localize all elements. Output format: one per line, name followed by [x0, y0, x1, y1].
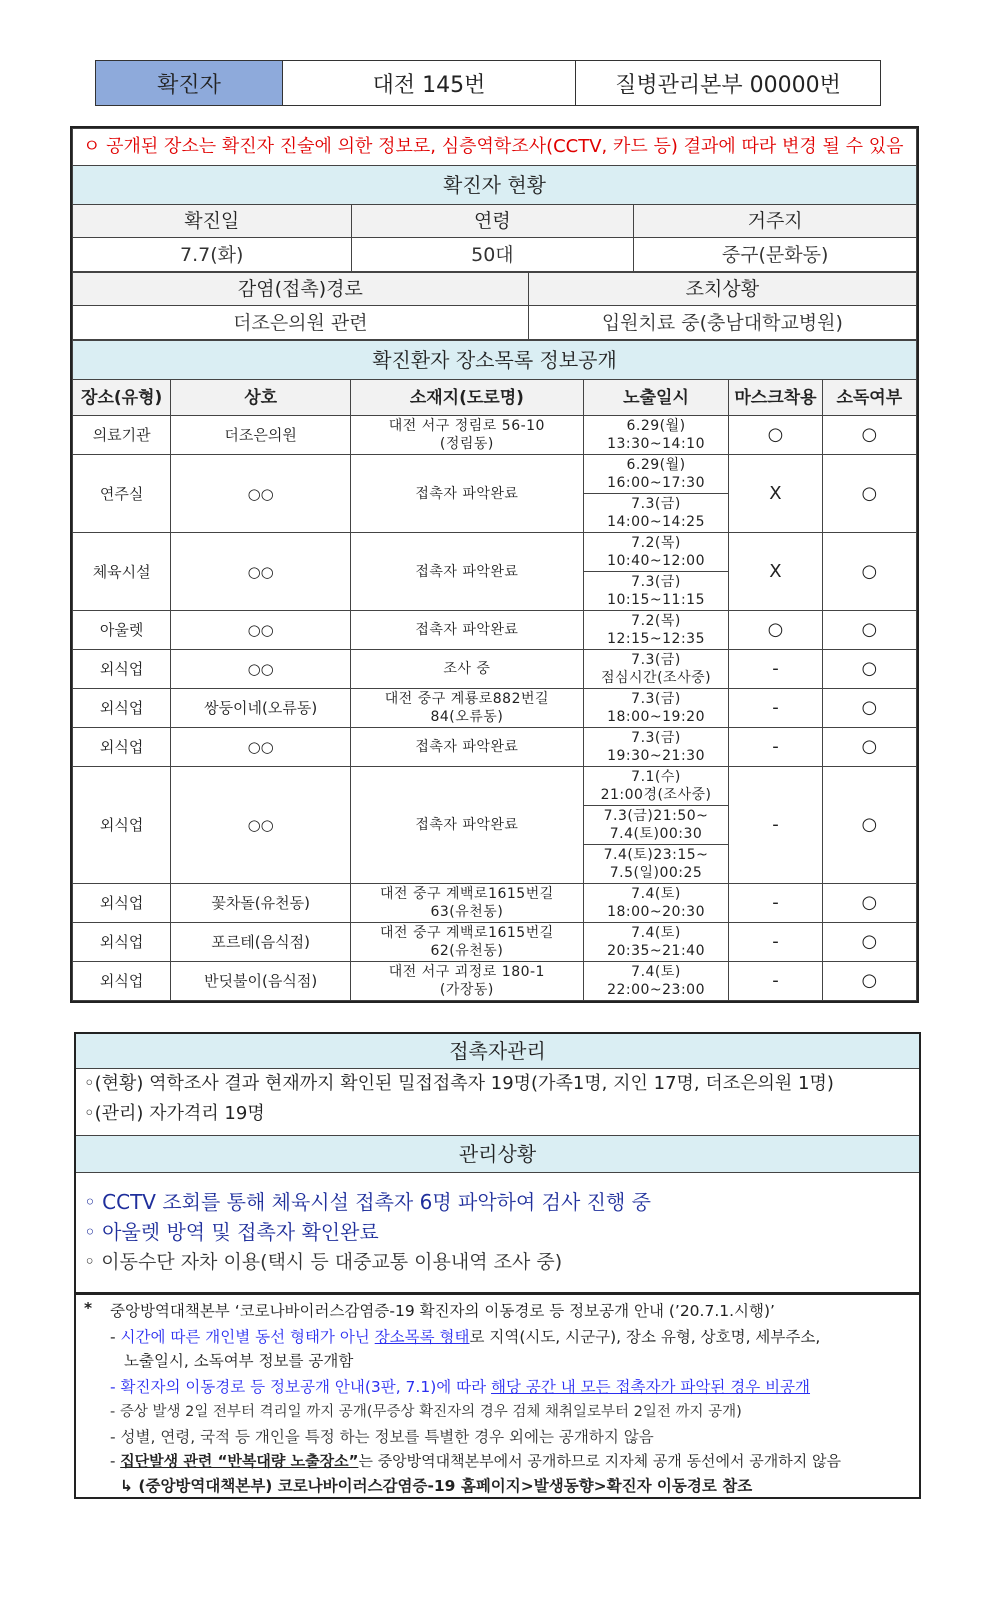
place-name: 더조은의원	[171, 416, 351, 455]
exposure-line: 7.3(금)	[631, 730, 681, 746]
exposure-time	[583, 884, 729, 923]
place-type: 의료기관	[73, 416, 171, 455]
exposure-line: 18:00~20:30	[607, 904, 705, 920]
table-row	[73, 728, 917, 767]
exposure-line: 7.3(금)	[631, 652, 681, 668]
place-address	[350, 455, 583, 533]
place-address	[350, 650, 583, 689]
address-line: 접촉자 파악완료	[415, 622, 519, 638]
exposure-line: 7.1(수)	[631, 769, 681, 785]
mask-status: -	[729, 767, 822, 884]
guide-line-3: - 증상 발생 2일 전부터 격리일 까지 공개(무증상 확진자의 경우 검체 채취일로부터 2일전 까지 공개)	[110, 1404, 742, 1420]
address-line: 대전 중구 계백로1615번길	[380, 886, 554, 902]
mask-status: -	[729, 923, 822, 962]
management-box	[74, 1135, 921, 1295]
place-address	[350, 416, 583, 455]
disinfect-status: ○	[822, 728, 916, 767]
management-line-cctv: ◦ CCTV 조회를 통해 체육시설 접촉자 6명 파악하여 검사 진행 중	[84, 1190, 651, 1214]
exposure-line: 7.4(토)23:15~	[603, 847, 709, 863]
table-row	[73, 533, 917, 572]
exposure-line: 18:00~19:20	[607, 709, 705, 725]
disclosure-guide	[74, 1292, 921, 1499]
exposure-line: 13:30~14:10	[607, 436, 705, 452]
col-header-exposure: 노출일시	[583, 380, 729, 416]
contact-management-box	[74, 1032, 921, 1140]
address-line: 대전 중구 계백로1615번길	[380, 925, 554, 941]
place-address	[350, 611, 583, 650]
place-address	[350, 533, 583, 611]
place-name: ○○	[171, 650, 351, 689]
disinfect-status: ○	[822, 689, 916, 728]
place-address	[350, 923, 583, 962]
table-row	[73, 884, 917, 923]
place-type: 외식업	[73, 728, 171, 767]
disinfect-status: ○	[822, 923, 916, 962]
address-line: 접촉자 파악완료	[415, 485, 519, 502]
management-title: 관리상황	[76, 1135, 919, 1173]
guide-line-1b: 노출일시, 소독여부 정보를 공개함	[124, 1352, 354, 1370]
place-name: 포르테(음식점)	[171, 923, 351, 962]
mask-status: ○	[729, 611, 822, 650]
disinfect-status: ○	[822, 533, 916, 611]
col-header-disinfect: 소독여부	[822, 380, 916, 416]
contact-line-status: ◦(현황) 역학조사 결과 현재까지 확인된 밀접접촉자 19명(가족1명, 지인 17명, 더조은의원 1명)	[84, 1073, 834, 1094]
place-address	[350, 884, 583, 923]
place-address	[350, 767, 583, 884]
exposure-time	[583, 416, 729, 455]
exposure-time	[583, 689, 729, 728]
exposure-time	[583, 845, 729, 884]
exposure-line: 16:00~17:30	[607, 475, 705, 491]
disinfect-status: ○	[822, 650, 916, 689]
confirm-date: 7.7(화)	[73, 238, 352, 272]
mask-status: X	[729, 533, 822, 611]
kdca-case-number: 질병관리본부 00000번	[576, 61, 881, 106]
management-line-outlet: ◦ 아울렛 방역 및 접촉자 확인완료	[84, 1220, 379, 1244]
exposure-line: 22:00~23:00	[607, 982, 705, 998]
exposure-line: 7.3(금)	[631, 691, 681, 707]
main-table	[70, 126, 919, 1003]
place-type: 아울렛	[73, 611, 171, 650]
mask-status: -	[729, 884, 822, 923]
mask-status: X	[729, 455, 822, 533]
place-name: ○○	[171, 767, 351, 884]
exposure-line: 14:00~14:25	[607, 514, 705, 530]
guide-line-2: - 확진자의 이동경로 등 정보공개 안내(3판, 7.1)에 따라 해당 공간 내 모든 접촉자가 파악된 경우 비공개	[110, 1378, 811, 1396]
exposure-line: 20:35~21:40	[607, 943, 705, 959]
guide-line-5: - 집단발생 관련 “반복대량 노출장소”는 중앙방역대책본부에서 공개하므로 지자체 공개 동선에서 공개하지 않음	[110, 1452, 842, 1470]
local-case-number: 대전 145번	[283, 61, 576, 106]
exposure-line: 12:15~12:35	[607, 631, 705, 647]
exposure-time	[583, 572, 729, 611]
disinfect-status: ○	[822, 611, 916, 650]
header-residence: 거주지	[634, 205, 917, 238]
exposure-line: 7.4(토)	[631, 964, 681, 980]
exposure-time	[583, 767, 729, 806]
place-type: 외식업	[73, 962, 171, 1001]
address-line: (가장동)	[439, 982, 494, 998]
address-line: 62(유천동)	[430, 943, 504, 959]
address-line: 84(오류동)	[430, 709, 504, 725]
address-line: 접촉자 파악완료	[415, 817, 519, 833]
place-name: ○○	[171, 455, 351, 533]
contact-title: 접촉자관리	[76, 1034, 919, 1069]
disinfect-status: ○	[822, 767, 916, 884]
disinfect-status: ○	[822, 416, 916, 455]
place-name: ○○	[171, 611, 351, 650]
contact-line-management: ◦(관리) 자가격리 19명	[84, 1103, 265, 1124]
address-line: 접촉자 파악완료	[415, 563, 519, 580]
table-row	[73, 650, 917, 689]
guide-line-1: - 시간에 따른 개인별 동선 형태가 아닌 장소목록 형태로 지역(시도, 시군구), 장소 유형, 상호명, 세부주소,	[110, 1328, 821, 1346]
case-header	[95, 60, 881, 106]
status-title: 확진자 현황	[73, 166, 917, 205]
action-status: 입원치료 중(충남대학교병원)	[528, 306, 916, 340]
exposure-line: 10:40~12:00	[607, 553, 705, 569]
exposure-line: 10:15~11:15	[607, 592, 705, 608]
place-name: 반딧불이(음식점)	[171, 962, 351, 1001]
col-header-mask: 마스크착용	[729, 380, 822, 416]
case-label: 확진자	[96, 61, 283, 106]
exposure-time	[583, 650, 729, 689]
exposure-line: 7.4(토)00:30	[609, 826, 703, 842]
col-header-type: 장소(유형)	[73, 380, 171, 416]
place-name: 쌍둥이네(오류동)	[171, 689, 351, 728]
header-infection-route: 감염(접촉)경로	[73, 273, 529, 306]
place-name: 꽃차돌(유천동)	[171, 884, 351, 923]
col-header-address: 소재지(도로명)	[350, 380, 583, 416]
place-type: 외식업	[73, 689, 171, 728]
table-row	[73, 611, 917, 650]
exposure-line: 7.3(금)	[631, 496, 681, 512]
places-table	[72, 340, 917, 1001]
exposure-time	[583, 455, 729, 494]
exposure-time	[583, 806, 729, 845]
col-header-name: 상호	[171, 380, 351, 416]
guide-title: 중앙방역대책본부 ‘코로나바이러스감염증-19 확진자의 이동경로 등 정보공개 안내 (’20.7.1.시행)’	[110, 1302, 775, 1320]
table-row	[73, 689, 917, 728]
exposure-line: 21:00경(조사중)	[600, 787, 712, 803]
residence: 중구(문화동)	[634, 238, 917, 272]
place-type: 체육시설	[73, 533, 171, 611]
table-row	[73, 962, 917, 1001]
exposure-line: 19:30~21:30	[607, 748, 705, 764]
disinfect-status: ○	[822, 884, 916, 923]
mask-status: -	[729, 689, 822, 728]
disinfect-status: ○	[822, 962, 916, 1001]
exposure-line: 6.29(월)	[626, 418, 686, 434]
place-type: 외식업	[73, 884, 171, 923]
place-type: 외식업	[73, 923, 171, 962]
mask-status: -	[729, 650, 822, 689]
address-line: 63(유천동)	[430, 904, 504, 920]
mask-status: ○	[729, 416, 822, 455]
address-line: 대전 중구 계룡로882번길	[384, 691, 550, 707]
guide-star: *	[84, 1299, 93, 1317]
management-line-transport: ◦ 이동수단 자차 이용(택시 등 대중교통 이용내역 조사 중)	[84, 1251, 563, 1273]
header-action: 조치상황	[528, 273, 916, 306]
exposure-time	[583, 728, 729, 767]
exposure-line: 7.3(금)	[631, 574, 681, 590]
header-confirm-date: 확진일	[73, 205, 352, 238]
exposure-time	[583, 494, 729, 533]
exposure-time	[583, 962, 729, 1001]
exposure-line: 7.4(토)	[631, 925, 681, 941]
exposure-line: 7.4(토)	[631, 886, 681, 902]
mask-status: -	[729, 728, 822, 767]
header-age: 연령	[351, 205, 634, 238]
exposure-time	[583, 923, 729, 962]
place-address	[350, 962, 583, 1001]
place-name: ○○	[171, 728, 351, 767]
table-row	[73, 923, 917, 962]
exposure-line: 7.5(일)00:25	[609, 865, 703, 881]
infection-route: 더조은의원 관련	[73, 306, 529, 340]
disinfect-status: ○	[822, 455, 916, 533]
guide-line-4: - 성별, 연령, 국적 등 개인을 특정 하는 정보를 특별한 경우 외에는 공개하지 않음	[110, 1428, 654, 1446]
table-row	[73, 416, 917, 455]
exposure-line: 7.2(목)	[631, 613, 681, 629]
notice-text: ㅇ 공개된 장소는 확진자 진술에 의한 정보로, 심층역학조사(CCTV, 카드 등) 결과에 따라 변경 될 수 있음	[73, 129, 917, 166]
address-line: (정림동)	[439, 436, 494, 452]
mask-status: -	[729, 962, 822, 1001]
place-address	[350, 728, 583, 767]
exposure-line: 점심시간(조사중)	[600, 670, 712, 686]
address-line: 대전 서구 괴정로 180-1	[388, 964, 545, 980]
place-name: ○○	[171, 533, 351, 611]
address-line: 접촉자 파악완료	[415, 739, 519, 755]
table-row	[73, 767, 917, 806]
guide-line-6: ↳ (중앙방역대책본부) 코로나바이러스감염증-19 홈페이지>발생동향>확진자 이동경로 참조	[120, 1477, 753, 1495]
exposure-time	[583, 611, 729, 650]
place-type: 외식업	[73, 767, 171, 884]
place-type: 연주실	[73, 455, 171, 533]
table-row	[73, 455, 917, 494]
age: 50대	[351, 238, 634, 272]
place-type: 외식업	[73, 650, 171, 689]
places-title: 확진환자 장소목록 정보공개	[73, 341, 917, 380]
exposure-line: 7.3(금)21:50~	[603, 808, 709, 824]
exposure-time	[583, 533, 729, 572]
exposure-line: 6.29(월)	[626, 457, 686, 473]
address-line: 조사 중	[443, 661, 491, 677]
exposure-line: 7.2(목)	[631, 535, 681, 551]
address-line: 대전 서구 정림로 56-10	[388, 418, 545, 434]
place-address	[350, 689, 583, 728]
